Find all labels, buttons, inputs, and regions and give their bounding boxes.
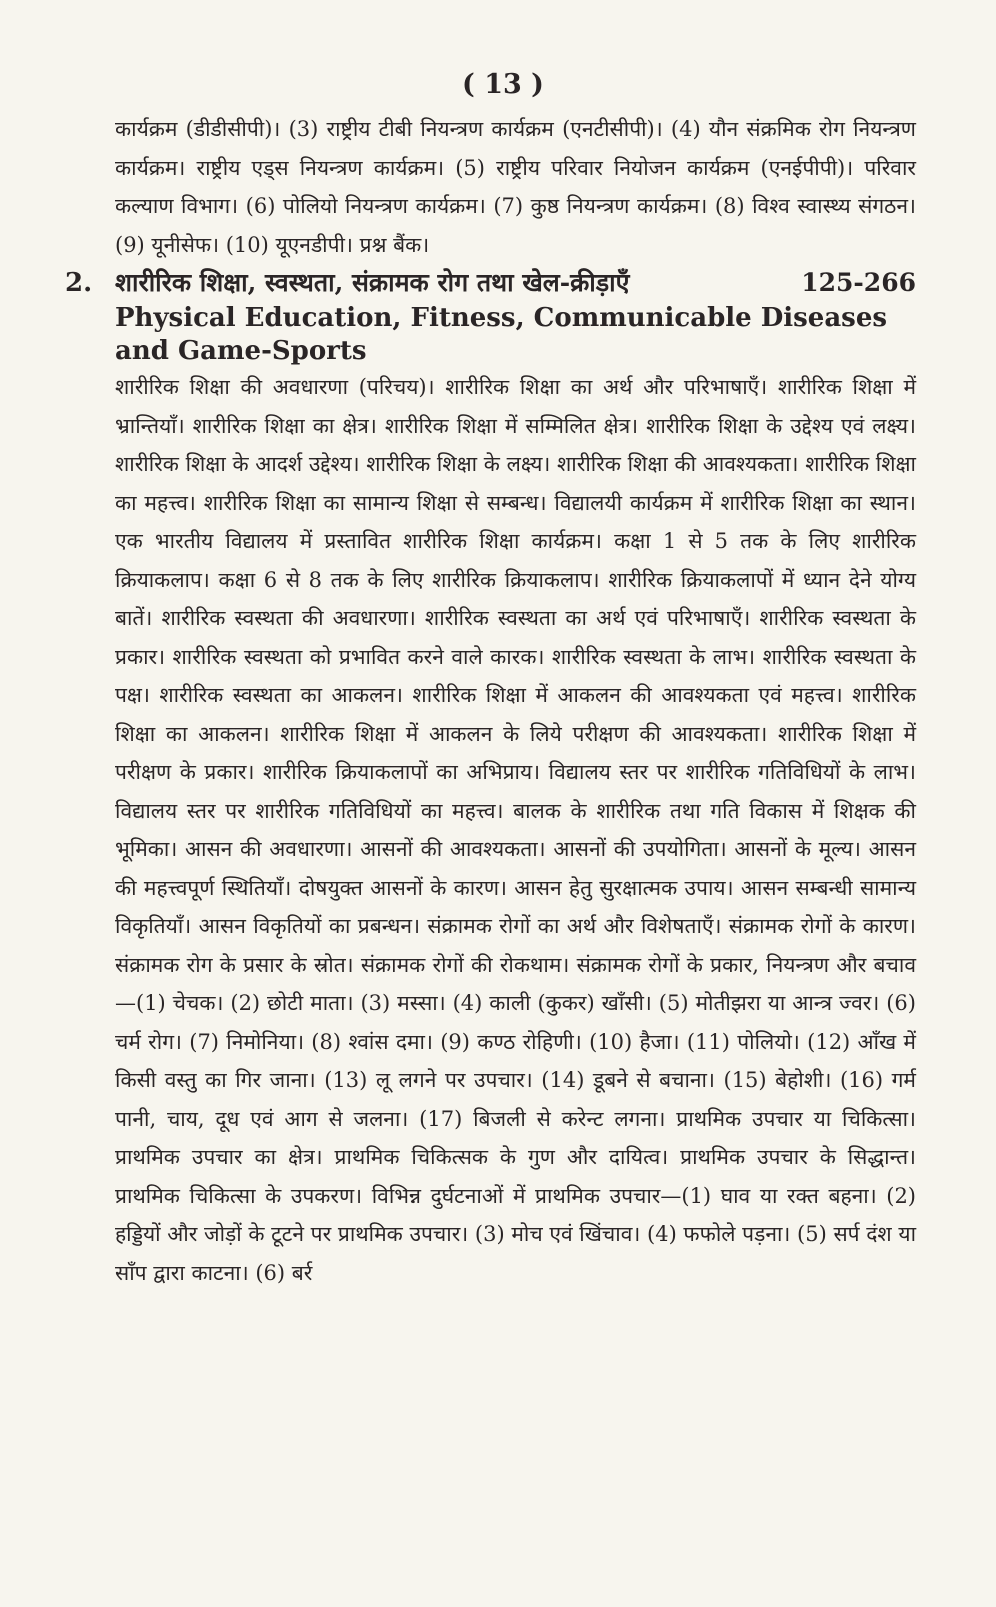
section-title-hindi-row (115, 264, 916, 302)
section-page-range: 125-266 (801, 268, 916, 297)
page-number: ( 13 ) (462, 69, 544, 100)
section-title-english: Physical Education, Fitness, Communicable Diseases and Game-Sports (115, 303, 888, 366)
section-number: 2. (65, 268, 93, 298)
intro-text: कार्यक्रम (डीडीसीपी)। (3) राष्ट्रीय टीबी नियन्त्रण कार्यक्रम (एनटीसीपी)। (4) यौन संक्रमिक रोग नियन्त्रण कार्यक्रम। राष्ट्रीय एड्स नियन्त्रण कार्यक्रम। (5) राष्ट्रीय परिवार नियोजन कार्यक्रम (एनईपीपी)। परिवार कल्याण विभाग। (6) पोलियो नियन्त्रण कार्यक्रम। (7) कुष्ठ नियन्त्रण कार्यक्रम। (8) विश्व स्वास्थ्य संगठन। (9) यूनीसेफ। (10) यूएनडीपी। प्रश्न बैंक। (115, 117, 916, 257)
section-title-hindi: शारीरिक शिक्षा, स्वस्थता, संक्रामक रोग तथा खेल-क्रीड़ाएँ (115, 268, 630, 297)
section-header (65, 264, 916, 368)
section-body: शारीरिक शिक्षा की अवधारणा (परिचय)। शारीरिक शिक्षा का अर्थ और परिभाषाएँ। शारीरिक शिक्षा में भ्रान्तियाँ। शारीरिक शिक्षा का क्षेत्र। शारीरिक शिक्षा में सम्मिलित क्षेत्र। शारीरिक शिक्षा के उद्देश्य एवं लक्ष्य। शारीरिक शिक्षा के आदर्श उद्देश्य। शारीरिक शिक्षा के लक्ष्य। शारीरिक शिक्षा की आवश्यकता। शारीरिक शिक्षा का महत्त्व। शारीरिक शिक्षा का सामान्य शिक्षा से सम्बन्ध। विद्यालयी कार्यक्रम में शारीरिक शिक्षा का स्थान। एक भारतीय विद्यालय में प्रस्तावित शारीरिक शिक्षा कार्यक्रम। कक्षा 1 से 5 तक के लिए शारीरिक क्रियाकलाप। कक्षा 6 से 8 तक के लिए शारीरिक क्रियाकलाप। शारीरिक क्रियाकलापों में ध्यान देने योग्य बातें। शारीरिक स्वस्थता की अवधारणा। शारीरिक स्वस्थता का अर्थ एवं परिभाषाएँ। शारीरिक स्वस्थता के प्रकार। शारीरिक स्वस्थता को प्रभावित करने वाले कारक। शारीरिक स्वस्थता के लाभ। शारीरिक स्वस्थता के पक्ष। शारीरिक स्वस्थता का आकलन। शारीरिक शिक्षा में आकलन की आवश्यकता एवं महत्त्व। शारीरिक शिक्षा का आकलन। शारीरिक शिक्षा में आकलन के लिये परीक्षण की आवश्यकता। शारीरिक शिक्षा में परीक्षण के प्रकार। शारीरिक क्रियाकलापों का अभिप्राय। विद्यालय स्तर पर शारीरिक गतिविधियों के लाभ। विद्यालय स्तर पर शारीरिक गतिविधियों का महत्त्व। बालक के शारीरिक तथा गति विकास में शिक्षक की भूमिका। आसन की अवधारणा। आसनों की आवश्यकता। आसनों की उपयोगिता। आसनों के मूल्य। आसन की महत्त्वपूर्ण स्थितियाँ। दोषयुक्त आसनों के कारण। आसन हेतु सुरक्षात्मक उपाय। आसन सम्बन्धी सामान्य विकृतियाँ। आसन विकृतियों का प्रबन्धन। संक्रामक रोगों का अर्थ और विशेषताएँ। संक्रामक रोगों के कारण। संक्रामक रोग के प्रसार के स्रोत। संक्रामक रोगों की रोकथाम। संक्रामक रोगों के प्रकार, नियन्त्रण और बचाव—(1) चेचक। (2) छोटी माता। (3) मस्सा। (4) काली (कुकर) खाँसी। (5) मोतीझरा या आन्त्र ज्वर। (6) चर्म रोग। (7) निमोनिया। (8) श्वांस दमा। (9) कण्ठ रोहिणी। (10) हैजा। (11) पोलियो। (12) आँख में किसी वस्तु का गिर जाना। (13) लू लगने पर उपचार। (14) डूबने से बचाना। (15) बेहोशी। (16) गर्म पानी, चाय, दूध एवं आग से जलना। (17) बिजली से करेन्ट लगना। प्राथमिक उपचार या चिकित्सा। प्राथमिक उपचार का क्षेत्र। प्राथमिक चिकित्सक के गुण और दायित्व। प्राथमिक उपचार के सिद्धान्त। प्राथमिक चिकित्सा के उपकरण। विभिन्न दुर्घटनाओं में प्राथमिक उपचार—(1) घाव या रक्त बहना। (2) हड्डियों और जोड़ों के टूटने पर प्राथमिक उपचार। (3) मोच एवं खिंचाव। (4) फफोले पड़ना। (5) सर्प दंश या साँप द्वारा काटना। (6) बर्र (115, 375, 917, 1285)
